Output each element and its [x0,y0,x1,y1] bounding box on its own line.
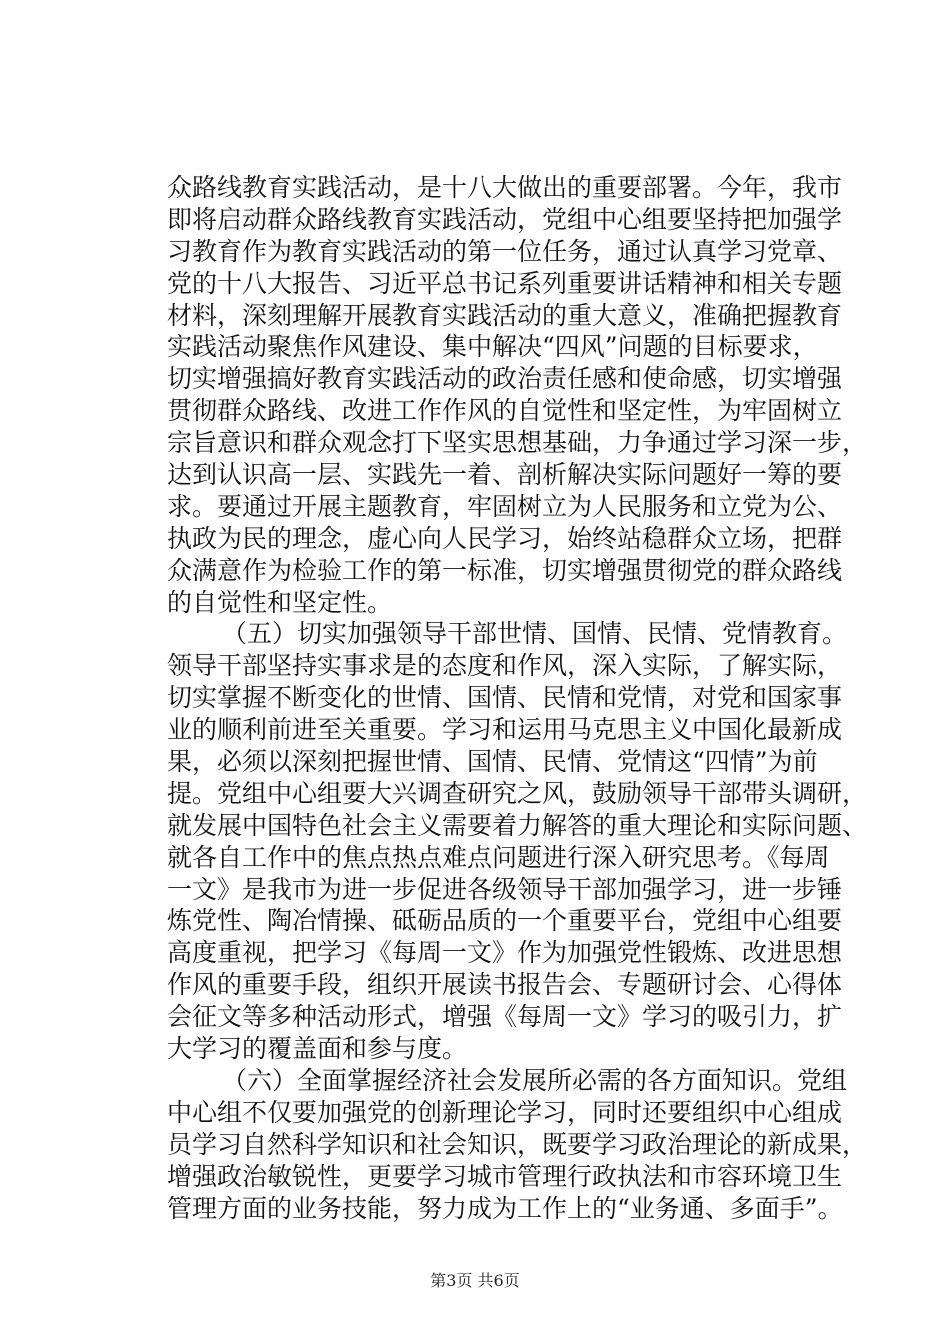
text-line: 高度重视，把学习《每周一文》作为加强党性锻炼、改进思想 [167,938,843,968]
text-line: 党的十八大报告、习近平总书记系列重要讲话精神和相关专题 [167,268,843,298]
text-line: 大学习的覆盖面和参与度。 [167,1034,468,1064]
text-line: 就发展中国特色社会主义需要着力解答的重大理论和实际问题、 [167,810,868,840]
text-line: 提。党组中心组要大兴调查研究之风，鼓励领导干部带头调研， [167,778,868,808]
text-line: 即将启动群众路线教育实践活动，党组中心组要坚持把加强学 [167,204,843,234]
text-line: 炼党性、陶冶情操、砥砺品质的一个重要平台，党组中心组要 [167,906,843,936]
section-heading-6: （六）全面掌握经济社会发展所必需的各方面知识。党组 [222,1065,848,1095]
text-line: 达到认识高一层、实践先一着、剖析解决实际问题好一筹的要 [167,460,843,490]
text-line: 宗旨意识和群众观念打下坚实思想基础，力争通过学习深一步， [167,428,868,458]
text-line: 的自觉性和坚定性。 [167,587,393,617]
text-line: 求。要通过开展主题教育，牢固树立为人民服务和立党为公、 [167,491,843,521]
text-line: 管理方面的业务技能，努力成为工作上的“业务通、多面手”。 [167,1193,843,1223]
text-line: 切实增强搞好教育实践活动的政治责任感和使命感，切实增强 [167,364,843,394]
text-line: 中心组不仅要加强党的创新理论学习，同时还要组织中心组成 [167,1097,843,1127]
page-footer [0,1268,950,1291]
text-line: 作风的重要手段，组织开展读书报告会、专题研讨会、心得体 [167,970,843,1000]
text-line: 材料，深刻理解开展教育实践活动的重大意义，准确把握教育 [167,300,843,330]
text-line: 执政为民的理念，虚心向人民学习，始终站稳群众立场，把群 [167,523,843,553]
text-line: 就各自工作中的焦点热点难点问题进行深入研究思考。《每周 [167,842,830,872]
text-line: 贯彻群众路线、改进工作作风的自觉性和坚定性，为牢固树立 [167,396,843,426]
text-line: 切实掌握不断变化的世情、国情、民情和党情，对党和国家事 [167,683,843,713]
text-line: 果，必须以深刻把握世情、国情、民情、党情这“四情”为前 [167,747,818,777]
text-line: 领导干部坚持实事求是的态度和作风，深入实际，了解实际， [167,651,843,681]
section-heading-5: （五）切实加强领导干部世情、国情、民情、党情教育。 [222,619,848,649]
text-line: 众满意作为检验工作的第一标准，切实增强贯彻党的群众路线 [167,555,843,585]
page-number: 第3页 共6页 [430,1271,520,1290]
text-line: 习教育作为教育实践活动的第一位任务，通过认真学习党章、 [167,236,843,266]
text-line: 一文》是我市为进一步促进各级领导干部加强学习，进一步锤 [167,874,843,904]
text-line: 实践活动聚焦作风建设、集中解决“四风”问题的目标要求， [167,332,818,362]
text-line: 会征文等多种活动形式，增强《每周一文》学习的吸引力，扩 [167,1002,843,1032]
document-body [167,172,868,1224]
text-line: 增强政治敏锐性，更要学习城市管理行政执法和市容环境卫生 [167,1161,843,1191]
text-line: 众路线教育实践活动，是十八大做出的重要部署。今年，我市 [167,173,843,202]
text-line: 业的顺利前进至关重要。学习和运用马克思主义中国化最新成 [167,715,843,745]
text-line: 员学习自然科学知识和社会知识，既要学习政治理论的新成果， [167,1129,868,1159]
